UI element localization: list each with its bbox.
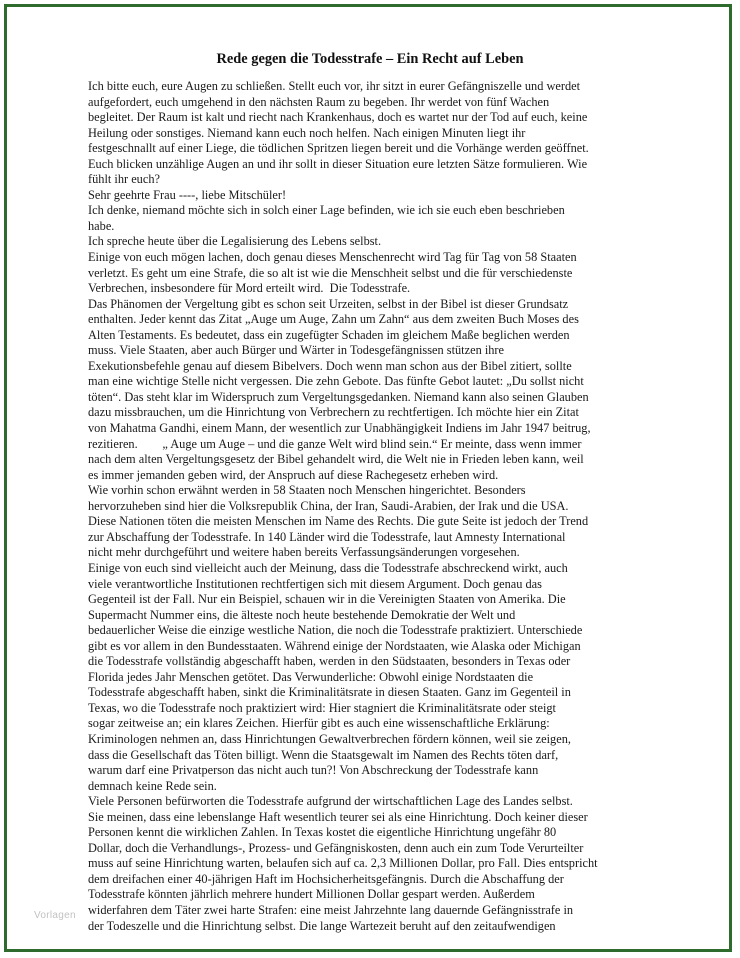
text-line: dazu missbrauchen, um die Hinrichtung von Verbrechern zu rechtfertigen. Ich möchte hier ein Zitat — [88, 405, 579, 420]
text-line: bedauerlicher Weise die einzige westliche Nation, die noch die Todesstrafe praktiziert. Unterschiede — [88, 623, 583, 638]
text-line: Texas, wo die Todesstrafe noch praktiziert wird: Hier stagniert die Kriminalitätsrate oder steigt — [88, 700, 556, 715]
text-line: der Todeszelle und die Hinrichtung selbst. Die lange Wartezeit beruht auf den zeitaufwendigen — [88, 918, 556, 933]
text-line: nicht mehr durchgeführt und weitere haben bereits Verfassungsänderungen vorgesehen. — [88, 545, 520, 560]
text-line: Ich spreche heute über die Legalisierung des Lebens selbst. — [88, 234, 382, 249]
text-line: es immer jemanden geben wird, der Anspruch auf diese Rachegesetz erheben wird. — [88, 467, 499, 482]
text-line: Supermacht Nummer eins, die älteste noch heute bestehende Demokratie der Welt und — [88, 607, 516, 622]
text-line: Einige von euch sind vielleicht auch der Meinung, dass die Todesstrafe abschreckend wirkt, auch — [88, 560, 568, 575]
text-line: Ich bitte euch, eure Augen zu schließen. Stellt euch vor, ihr sitzt in eurer Gefängniszelle und werdet — [88, 79, 581, 93]
text-line: Viele Personen befürworten die Todesstrafe aufgrund der wirtschaftlichen Lage des Landes selbst. — [88, 794, 573, 809]
text-line: zur Abschaffung der Todesstrafe. In 140 Länder wird die Todesstrafe, laut Amnesty International — [88, 529, 566, 544]
text-line: man eine wichtige Stelle nicht vergessen. Die zehn Gebote. Das fünfte Gebot lautet: „Du sollst nicht — [88, 374, 584, 389]
text-line: warum darf eine Privatperson das nicht auch tun?! Von Abschreckung der Todesstrafe kann — [88, 763, 539, 778]
text-line: fühlt ihr euch? — [88, 172, 160, 187]
text-line: die Todesstrafe vollständig abgeschafft haben, werden in den Südstaaten, besonders in Texas oder — [88, 654, 571, 669]
text-line: gibt es vor allem in den Bundesstaaten. Während einige der Nordstaaten, wie Alaska oder Michigan — [88, 638, 581, 653]
text-line: muss auf seine Hinrichtung warten, belaufen sich auf ca. 2,3 Millionen Dollar, pro Fall. Dies entspricht — [88, 856, 598, 871]
text-line: demnach keine Rede sein. — [88, 778, 217, 793]
document-body — [88, 79, 654, 934]
text-line: dass die Gesellschaft das Töten billigt. Wenn die Staatsgewalt im Namen des Rechts töten darf, — [88, 747, 559, 762]
text-line: Todesstrafe könnten jährlich mehrere hundert Millionen Dollar gespart werden. Außerdem — [88, 887, 535, 902]
text-line: töten“. Das steht klar im Widerspruch zum Vergeltungsgedanken. Niemand kann also seinen Glauben — [88, 389, 589, 404]
text-line: Diese Nationen töten die meisten Menschen im Name des Rechts. Die gute Seite ist jedoch der Trend — [88, 514, 589, 529]
text-line: Einige von euch mögen lachen, doch genau dieses Menschenrecht wird Tag für Tag von 58 Staaten — [88, 250, 577, 265]
text-line: widerfahren dem Täter zwei harte Strafen: eine meist Jahrzehnte lang dauernde Gefängnisstrafe in — [88, 902, 574, 917]
watermark-text: Vorlagen — [34, 910, 76, 921]
text-line: enthalten. Jeder kennt das Zitat „Auge um Auge, Zahn um Zahn“ aus dem zweiten Buch Moses des — [88, 312, 579, 327]
text-line: Ich denke, niemand möchte sich in solch einer Lage befinden, wie ich sie euch eben beschrieben — [88, 203, 565, 218]
document-title: Rede gegen die Todesstrafe – Ein Recht auf Leben — [216, 51, 524, 67]
text-line: Exekutionsbefehle genau auf diesem Bibelvers. Doch wenn man schon aus der Bibel zitiert, sollte — [88, 358, 572, 373]
text-line: Verbrechen, insbesondere für Mord erteilt wird. Die Todesstrafe. — [88, 281, 411, 296]
text-line: nach dem alten Vergeltungsgesetz der Bibel gehandelt wird, die Welt nie in Frieden leben kann, weil — [88, 452, 584, 467]
text-line: dem dreifachen einer 40-jährigen Haft im Hochsicherheitsgefängnis. Durch die Abschaffung der — [88, 871, 564, 886]
text-line: Florida jedes Jahr Menschen getötet. Das Verwunderliche: Obwohl einige Nordstaaten die — [88, 669, 534, 684]
text-line: hervorzuheben sind hier die Volksrepublik China, der Iran, Saudi-Arabien, der Irak und die USA. — [88, 498, 569, 513]
text-line: Alten Testaments. Es bedeutet, dass ein zugefügter Schaden im gleichem Maße beglichen werden — [88, 327, 570, 342]
text-line: Euch blicken unzählige Augen an und ihr sollt in dieser Situation eure letzten Sätze formulieren. Wie — [88, 156, 588, 171]
text-line: begleitet. Der Raum ist kalt und riecht nach Krankenhaus, doch es wartet nur der Tod auf euch, keine — [88, 110, 588, 125]
text-line: Todesstrafe abgeschafft haben, sinkt die Kriminalitätsrate in diesen Staaten. Ganz im Gegenteil in — [88, 685, 571, 700]
text-line: viele verantwortliche Institutionen rechtfertigen sich mit diesem Argument. Doch genau das — [88, 576, 542, 591]
text-line: aufgefordert, euch umgehend in den nächsten Raum zu begeben. Ihr werdet von fünf Wachen — [88, 94, 550, 109]
text-line: Gegenteil ist der Fall. Nur ein Beispiel, schauen wir in die Vereinigten Staaten von Amerika. Die — [88, 592, 566, 607]
text-line: von Mahatma Gandhi, einem Mann, der wesentlich zur Unabhängigkeit Indiens im Jahr 1947 beitrug, — [88, 421, 591, 436]
text-line: Kriminologen nehmen an, dass Hinrichtungen Gewaltverbrechen fördern können, weil sie zeigen, — [88, 731, 571, 746]
text-line: muss. Viele Staaten, aber auch Bürger und Wärter in Todesgefängnissen stützen ihre — [88, 343, 505, 358]
text-line: Heilung oder sonstiges. Niemand kann euch noch helfen. Nach einigen Minuten liegt ihr — [88, 125, 526, 140]
text-line: Wie vorhin schon erwähnt werden in 58 Staaten noch Menschen hingerichtet. Besonders — [88, 483, 526, 498]
text-line: Personen kennt die wirklichen Zahlen. In Texas kostet die eigentliche Hinrichtung ungefähr 80 — [88, 825, 557, 840]
text-line: habe. — [88, 218, 115, 233]
text-line: Sehr geehrte Frau ----, liebe Mitschüler! — [88, 187, 287, 202]
text-line: rezitieren. „ Auge um Auge – und die ganze Welt wird blind sein.“ Er meinte, dass wenn immer — [88, 436, 582, 451]
text-line: Dollar, doch die Verhandlungs-, Prozess- und Gefängniskosten, denn auch ein zum Tode Verurteilter — [88, 840, 584, 855]
text-line: verletzt. Es geht um eine Strafe, die so alt ist wie die Menschheit selbst und die für verschiedenste — [88, 265, 573, 280]
text-line: festgeschnallt auf einer Liege, die tödlichen Spritzen liegen bereit und die Vorhänge werden geöffnet. — [88, 141, 589, 156]
text-line: sogar zeitweise an; ein klares Zeichen. Hierfür gibt es auch eine wissenschaftliche Erklärung: — [88, 716, 550, 731]
text-line: Das Phänomen der Vergeltung gibt es schon seit Urzeiten, selbst in der Bibel ist dieser Grundsatz — [88, 296, 569, 311]
text-line: Sie meinen, dass eine lebenslange Haft wesentlich teurer sei als eine Hinrichtung. Doch keiner dieser — [88, 809, 588, 824]
